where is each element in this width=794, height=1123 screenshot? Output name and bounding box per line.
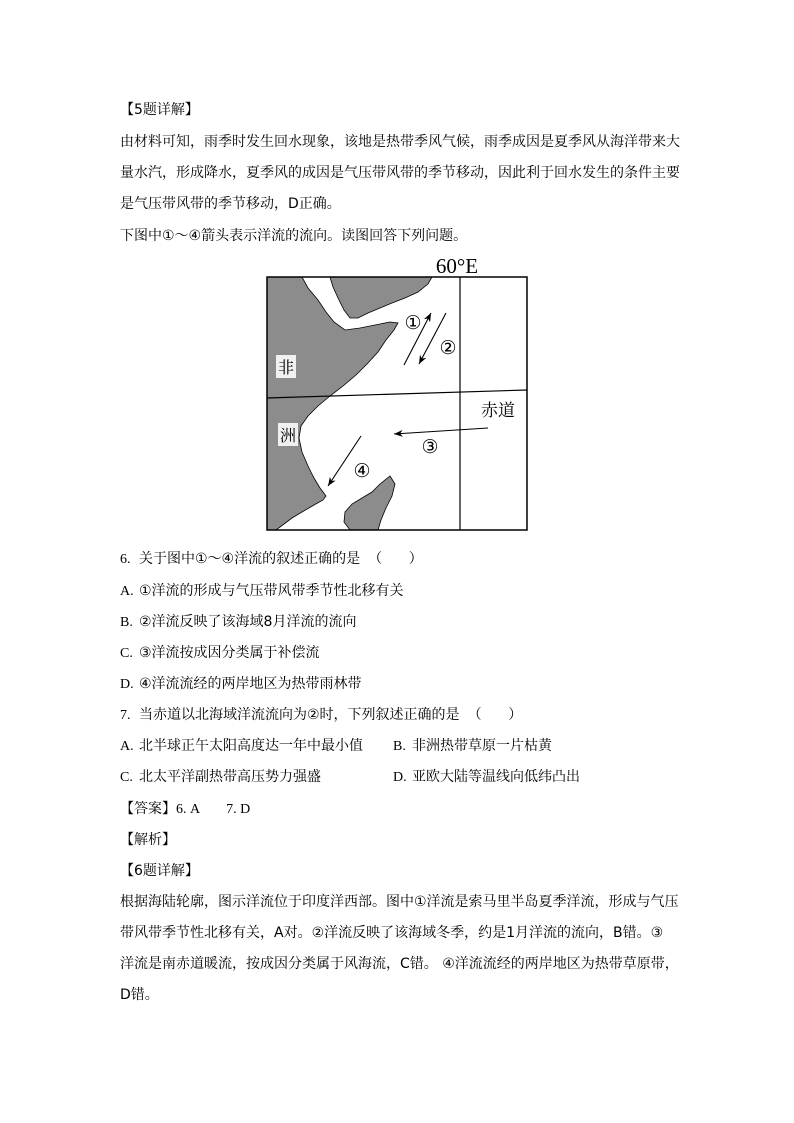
figure-intro: 下图中①～④箭头表示洋流的流向。读图回答下列问题。 (120, 227, 468, 244)
option-letter: D. (120, 676, 134, 692)
option-text: 亚欧大陆等温线向低纬凸出 (412, 769, 580, 786)
current-label-2: ② (439, 337, 457, 359)
option-letter: D. (393, 770, 407, 786)
answer-item: 7. D (226, 801, 251, 817)
current-label-4: ④ (353, 460, 371, 482)
analysis-label: 【解析】 (120, 831, 176, 848)
question-stem: 关于图中①～④洋流的叙述正确的是 (139, 551, 361, 568)
section5-heading: 【5题详解】 (120, 102, 199, 119)
question-7-options-row-2 (120, 762, 720, 793)
option-text: ③洋流按成因分类属于补偿流 (139, 644, 320, 661)
question-7 (120, 700, 720, 731)
questions-block (120, 544, 720, 1011)
question-7-option-c (120, 762, 393, 793)
ocean-current-map (255, 250, 535, 540)
option-text: ①洋流的形成与气压带风带季节性北移有关 (139, 582, 404, 599)
question-7-option-a (120, 731, 393, 762)
option-letter: A. (120, 739, 134, 755)
option-text: 非洲热带草原一片枯黄 (412, 738, 552, 755)
equator-label: 赤道 (481, 401, 515, 421)
option-letter: C. (120, 645, 133, 661)
answer-line (120, 794, 720, 825)
section6-line: 洋流是南赤道暖流，按成因分类属于风海流，C错。 ④洋流流经的两岸地区为热带草原带， (120, 956, 679, 973)
question-7-option-d (393, 762, 580, 793)
current-label-3: ③ (421, 436, 439, 458)
question-stem: 当赤道以北海域洋流流向为②时，下列叙述正确的是 (139, 707, 460, 724)
question-6-option-a (120, 576, 720, 607)
option-letter: B. (393, 739, 406, 755)
section6-line: D错。 (120, 987, 159, 1004)
answer-label: 【答案】 (120, 800, 176, 817)
option-letter: C. (120, 770, 133, 786)
option-text: ④洋流流经的两岸地区为热带雨林带 (139, 675, 362, 692)
continent-label-africa-2: 洲 (279, 426, 297, 445)
option-text: ②洋流反映了该海域8月洋流的流向 (139, 613, 357, 630)
section6-line: 根据海陆轮廓，图示洋流位于印度洋西部。图中①洋流是索马里半岛夏季洋流，形成与气压 (120, 893, 679, 910)
question-7-options-row-1 (120, 731, 720, 762)
option-letter: B. (120, 614, 133, 630)
option-text: 北半球正午太阳高度达一年中最小值 (139, 738, 363, 755)
question-number: 7. (120, 708, 131, 724)
section5-line: 是气压带风带的季节移动，D正确。 (120, 196, 341, 213)
current-label-1: ① (404, 312, 422, 334)
answer-blank: （ ） (467, 707, 523, 724)
section6-line: 带风带季节性北移有关，A对。②洋流反映了该海域冬季，约是1月洋流的流向，B错。③ (120, 925, 664, 942)
answer-blank: （ ） (368, 551, 423, 568)
answer-item: 6. A (176, 801, 201, 817)
option-letter: A. (120, 583, 134, 599)
question-6 (120, 544, 720, 575)
section6-heading: 【6题详解】 (120, 862, 199, 879)
option-text: 北太平洋副热带高压势力强盛 (139, 769, 321, 786)
meridian-label: 60°E (435, 254, 479, 278)
question-6-option-c (120, 638, 720, 669)
question-6-option-b (120, 607, 720, 638)
question-6-option-d (120, 669, 720, 700)
question-7-option-b (393, 731, 552, 762)
question-number: 6. (120, 552, 131, 568)
section5-block (120, 95, 720, 252)
continent-label-africa-1: 非 (277, 358, 295, 377)
section5-line: 由材料可知，雨季时发生回水现象，该地是热带季风气候，雨季成因是夏季风从海洋带来大 (120, 133, 680, 150)
section5-line: 量水汽，形成降水，夏季风的成因是气压带风带的季节移动，因此利于回水发生的条件主要 (120, 165, 680, 182)
